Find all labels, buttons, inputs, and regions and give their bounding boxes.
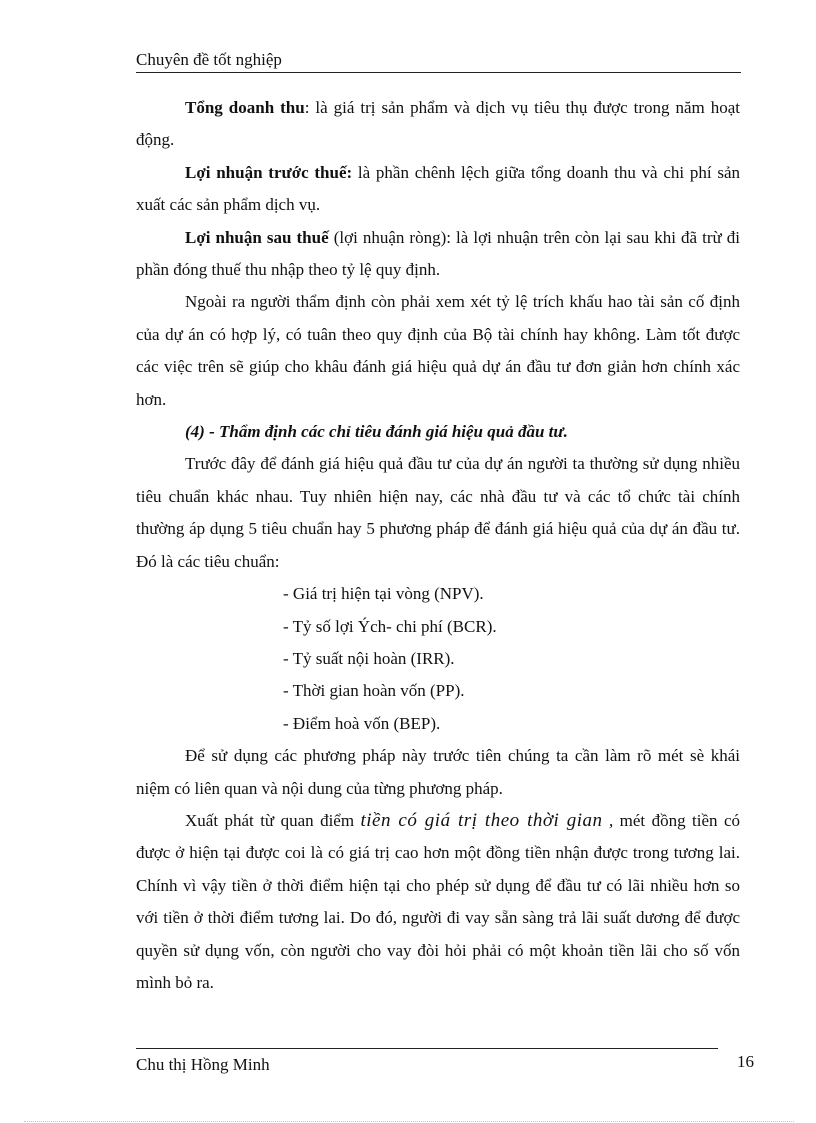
paragraph-methods-intro: Để sử dụng các phương pháp này trước tiên chúng ta cần làm rõ mét sè khái niệm có liên quan và nội dung của từng phương pháp. [136, 746, 740, 798]
paragraph-depreciation: Ngoài ra người thẩm định còn phải xem xét tỷ lệ trích khấu hao tài sản cố định của dự án có hợp lý, có tuân theo quy định của Bộ tài chính hay không. Làm tốt được các việc trên sẽ giúp cho khâu đánh giá hiệu quả dự án đầu tư đơn giản hơn chính xác hơn. [136, 292, 740, 409]
paragraph-text: , mét đồng tiền có được ở hiện tại được coi là có giá trị cao hơn một đồng tiền nhận được trong tương lai. Chính vì vậy tiền ở thời điểm hiện tại cho phép sử dụng để đầu tư có lãi nhiều hơn so với tiền ở thời điểm tương lai. Do đó, người đi vay sẵn sàng trả lãi suất dương để được quyền sử dụng vốn, còn người cho vay đòi hỏi phải có một khoản tiền lãi cho số vốn mình bỏ ra. [136, 810, 740, 992]
paragraph-time-value [136, 805, 740, 999]
criteria-list [136, 578, 740, 740]
term-profit-before-tax: Lợi nhuận trước thuế: [185, 162, 353, 182]
paragraph-lead: Xuất phát từ quan điểm [185, 810, 361, 830]
paragraph-text: là phần chênh lệch giữa tổng doanh thu và chi phí sản xuất các sản phẩm dịch vụ. [136, 162, 740, 215]
paragraph-profit-after-tax [136, 222, 740, 287]
paragraph-profit-before-tax [136, 157, 740, 222]
paragraph-criteria-intro: Trước đây để đánh giá hiệu quả đầu tư của dự án người ta thường sử dụng nhiều tiêu chuẩn khác nhau. Tuy nhiên hiện nay, các nhà đầu tư và các tổ chức tài chính thường áp dụng 5 tiêu chuẩn hay 5 phương pháp để đánh giá hiệu quả của dự án đầu tư. Đó là các tiêu chuẩn: [136, 454, 740, 571]
list-item: - Điểm hoà vốn (BEP). [283, 713, 441, 733]
paragraph-total-revenue [136, 92, 740, 157]
list-item: - Giá trị hiện tại vòng (NPV). [283, 584, 484, 604]
page-header [136, 50, 741, 73]
footer-author: Chu thị Hồng Minh [136, 1055, 270, 1074]
paragraph-text: : là giá trị sản phẩm và dịch vụ tiêu thụ được trong năm hoạt động. [136, 98, 740, 150]
document-body [136, 92, 740, 999]
italic-phrase: tiền có giá trị theo thời gian [360, 809, 603, 831]
term-profit-after-tax: Lợi nhuận sau thuế [185, 227, 329, 247]
page-number: 16 [737, 1052, 754, 1071]
page-edge-divider [24, 1121, 794, 1122]
section-heading: (4) - Thẩm định các chỉ tiêu đánh giá hiệu quả đầu tư. [185, 422, 568, 442]
list-item: - Tỷ suất nội hoàn (IRR). [283, 648, 455, 668]
header-title: Chuyên đề tốt nghiệp [136, 50, 282, 69]
term-total-revenue: Tổng doanh thu [185, 98, 305, 117]
list-item: - Thời gian hoàn vốn (PP). [283, 681, 465, 701]
paragraph-text: (lợi nhuận ròng): là lợi nhuận trên còn lại sau khi đã trừ đi phần đóng thuế thu nhập theo tỷ lệ quy định. [136, 227, 741, 280]
footer-divider [136, 1048, 718, 1049]
list-item: - Tỷ số lợi Ých- chi phí (BCR). [283, 616, 497, 636]
